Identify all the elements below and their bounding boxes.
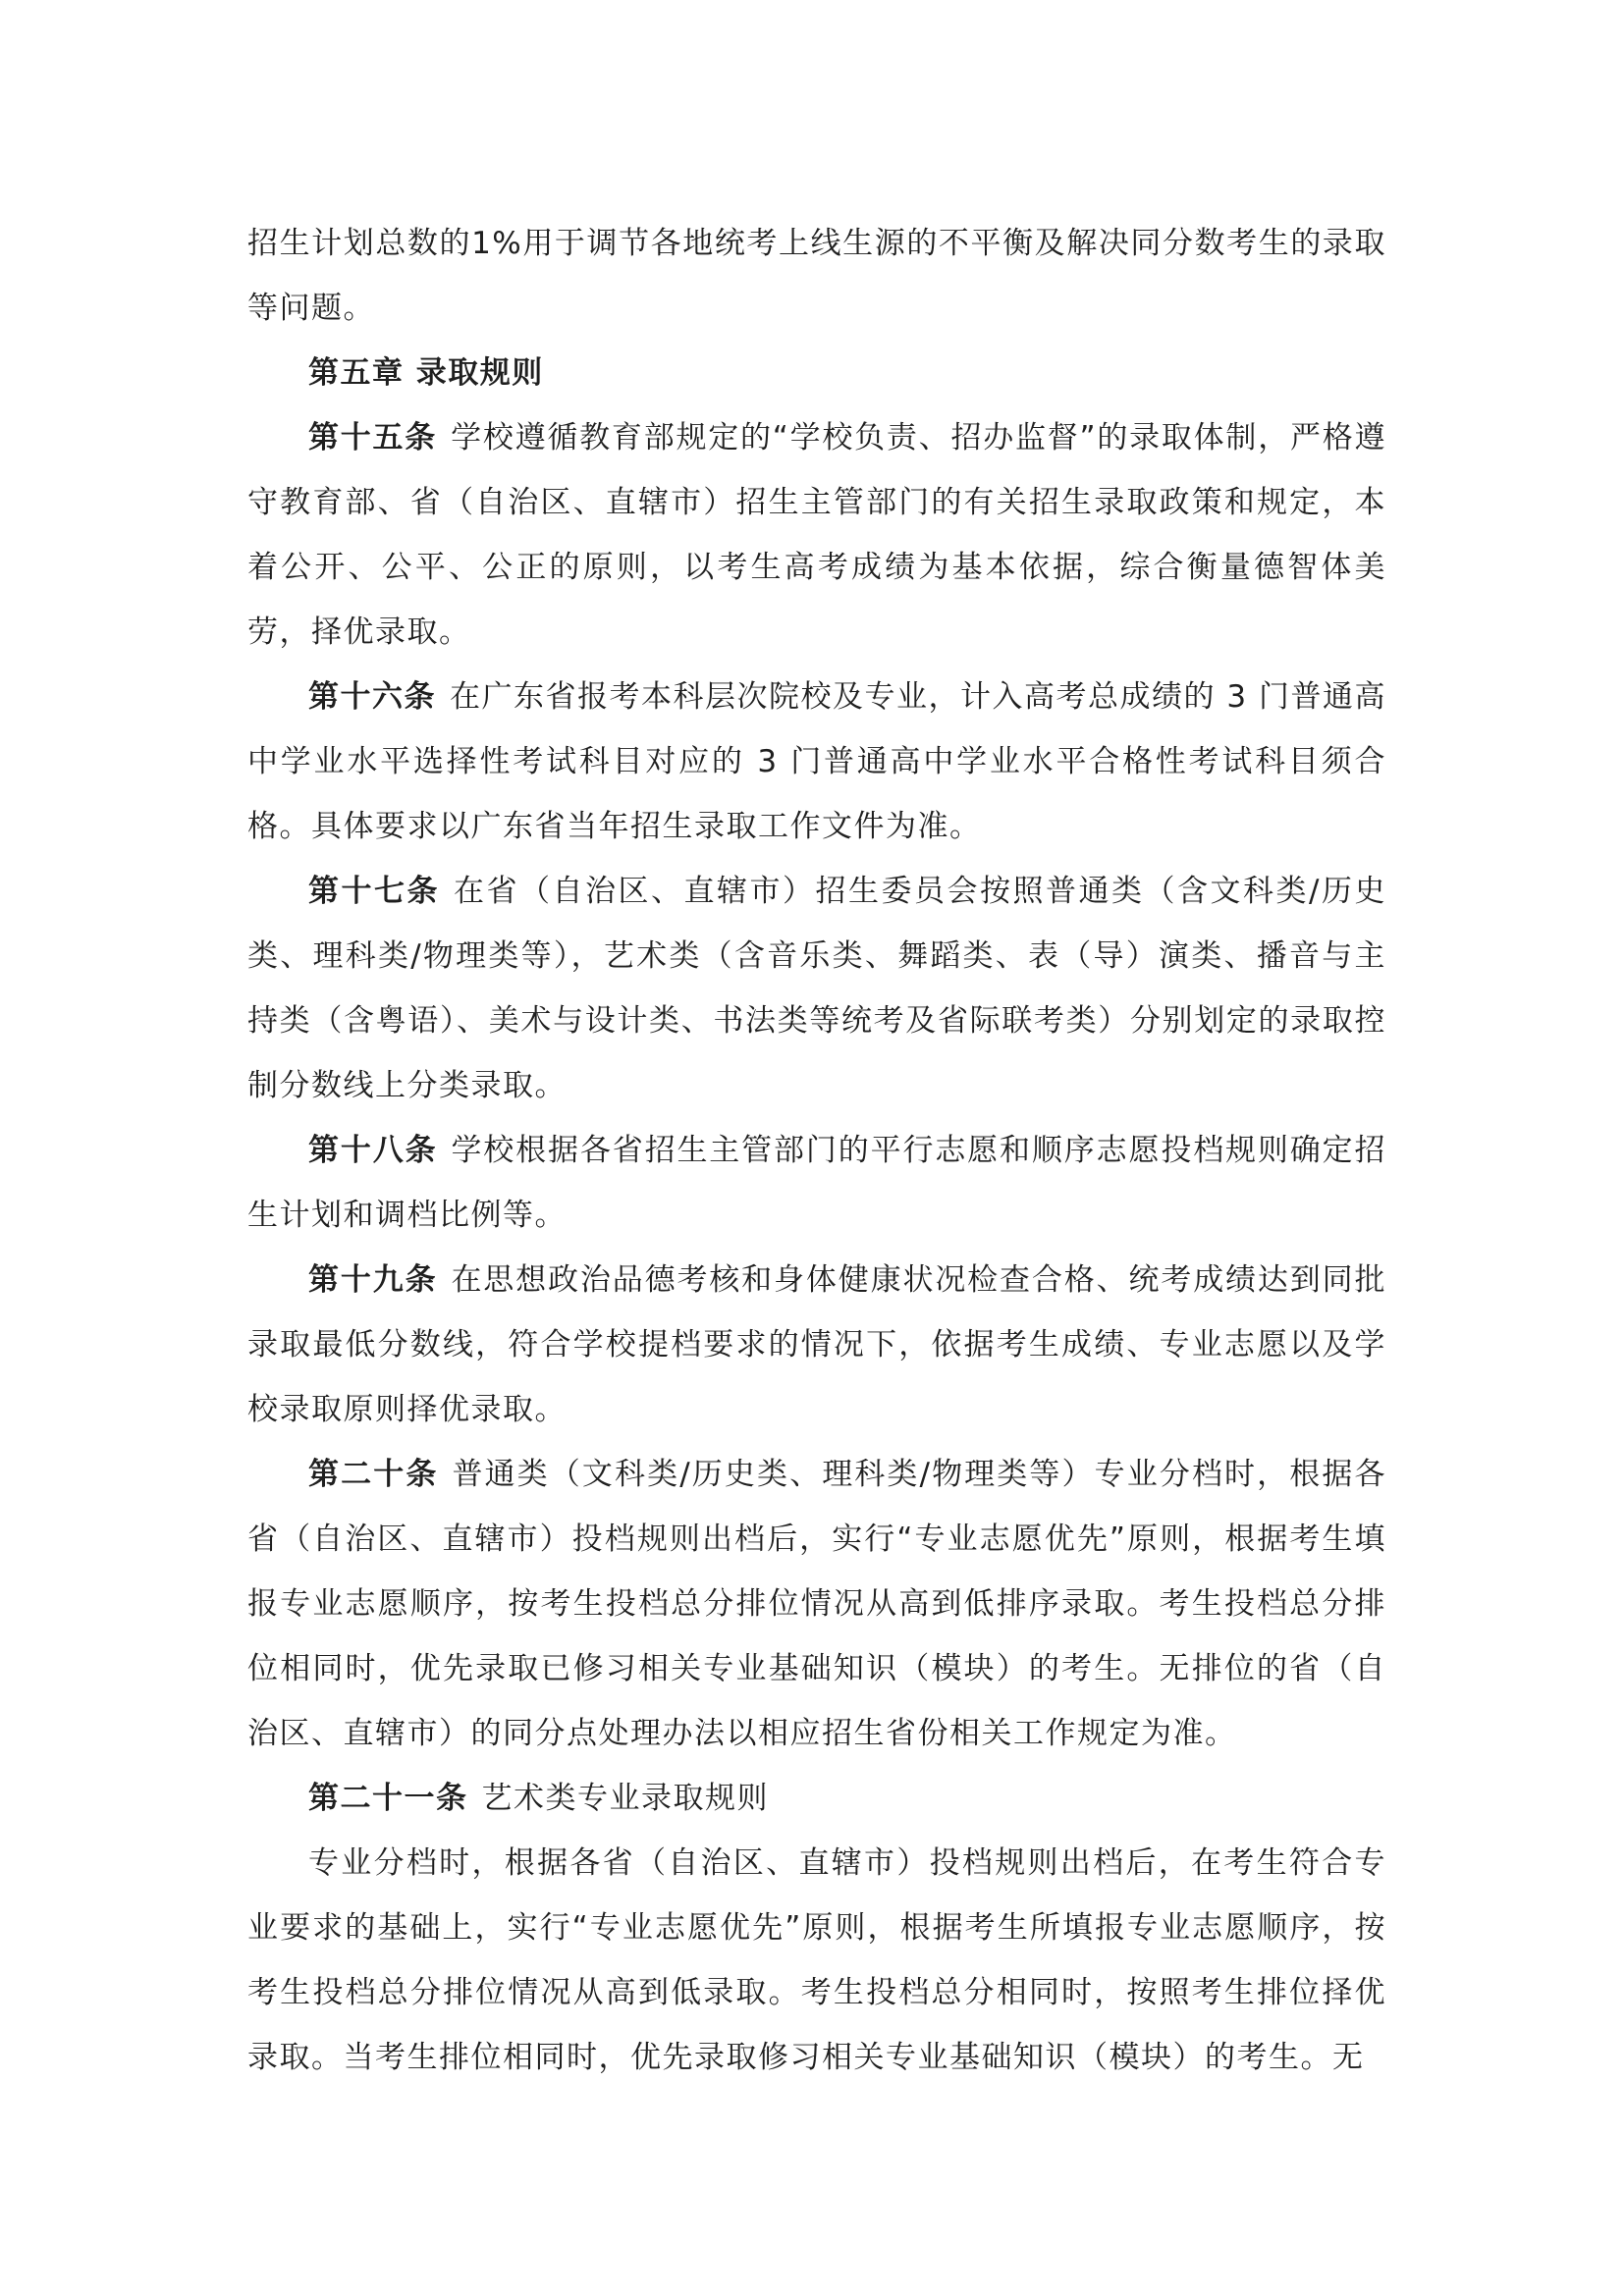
article-20 (247, 1442, 1386, 1766)
article-text: 学校遵循教育部规定的“学校负责、招办监督”的录取体制，严格遵守教育部、省（自治区、直辖市）招生主管部门的有关招生录取政策和规定，本着公开、公平、公正的原则，以考生高考成绩为基本依据，综合衡量德智体美劳，择优录取。 (247, 420, 1386, 650)
article-text: 在广东省报考本科层次院校及专业，计入高考总成绩的 3 门普通高中学业水平选择性考试科目对应的 3 门普通高中学业水平合格性考试科目须合格。具体要求以广东省当年招生录取工作文件为准。 (247, 679, 1386, 844)
paragraph-intro (247, 211, 1386, 341)
article-label: 第二十条 (308, 1457, 439, 1492)
article-label: 第十九条 (308, 1262, 438, 1298)
article-17 (247, 859, 1386, 1118)
article-text: 在省（自治区、直辖市）招生委员会按照普通类（含文科类/历史类、理科类/物理类等），艺术类（含音乐类、舞蹈类、表（导）演类、播音与主持类（含粤语）、美术与设计类、书法类等统考及省际联考类）分别划定的录取控制分数线上分类录取。 (247, 874, 1386, 1103)
article-text: 普通类（文科类/历史类、理科类/物理类等）专业分档时，根据各省（自治区、直辖市）投档规则出档后，实行“专业志愿优先”原则，根据考生填报专业志愿顺序，按考生投档总分排位情况从高到低排序录取。考生投档总分排位相同时，优先录取已修习相关专业基础知识（模块）的考生。无排位的省（自治区、直辖市）的同分点处理办法以相应招生省份相关工作规定为准。 (247, 1457, 1386, 1751)
article-text: 艺术类专业录取规则 (481, 1781, 769, 1816)
article-label: 第二十一条 (308, 1781, 468, 1816)
article-21-body (247, 1831, 1386, 2090)
article-label: 第十八条 (308, 1133, 438, 1168)
article-label: 第十五条 (308, 420, 438, 455)
article-label: 第十六条 (308, 679, 437, 715)
article-text: 学校根据各省招生主管部门的平行志愿和顺序志愿投档规则确定招生计划和调档比例等。 (247, 1133, 1386, 1233)
chapter-heading (247, 341, 1386, 405)
article-label: 第十七条 (308, 874, 441, 909)
chapter-title: 第五章 录取规则 (308, 355, 544, 391)
paragraph-text: 专业分档时，根据各省（自治区、直辖市）投档规则出档后，在考生符合专业要求的基础上，实行“专业志愿优先”原则，根据考生所填报专业志愿顺序，按考生投档总分排位情况从高到低录取。考生投档总分相同时，按照考生排位择优录取。当考生排位相同时，优先录取修习相关专业基础知识（模块）的考生。无 (247, 1845, 1386, 2075)
document-body (247, 211, 1386, 2090)
article-text: 在思想政治品德考核和身体健康状况检查合格、统考成绩达到同批录取最低分数线，符合学校提档要求的情况下，依据考生成绩、专业志愿以及学校录取原则择优录取。 (247, 1262, 1386, 1427)
article-15 (247, 405, 1386, 665)
article-16 (247, 665, 1386, 859)
article-19 (247, 1248, 1386, 1442)
article-18 (247, 1118, 1386, 1248)
article-21 (247, 1766, 1386, 1831)
paragraph-text: 招生计划总数的1%用于调节各地统考上线生源的不平衡及解决同分数考生的录取等问题。 (247, 226, 1386, 326)
